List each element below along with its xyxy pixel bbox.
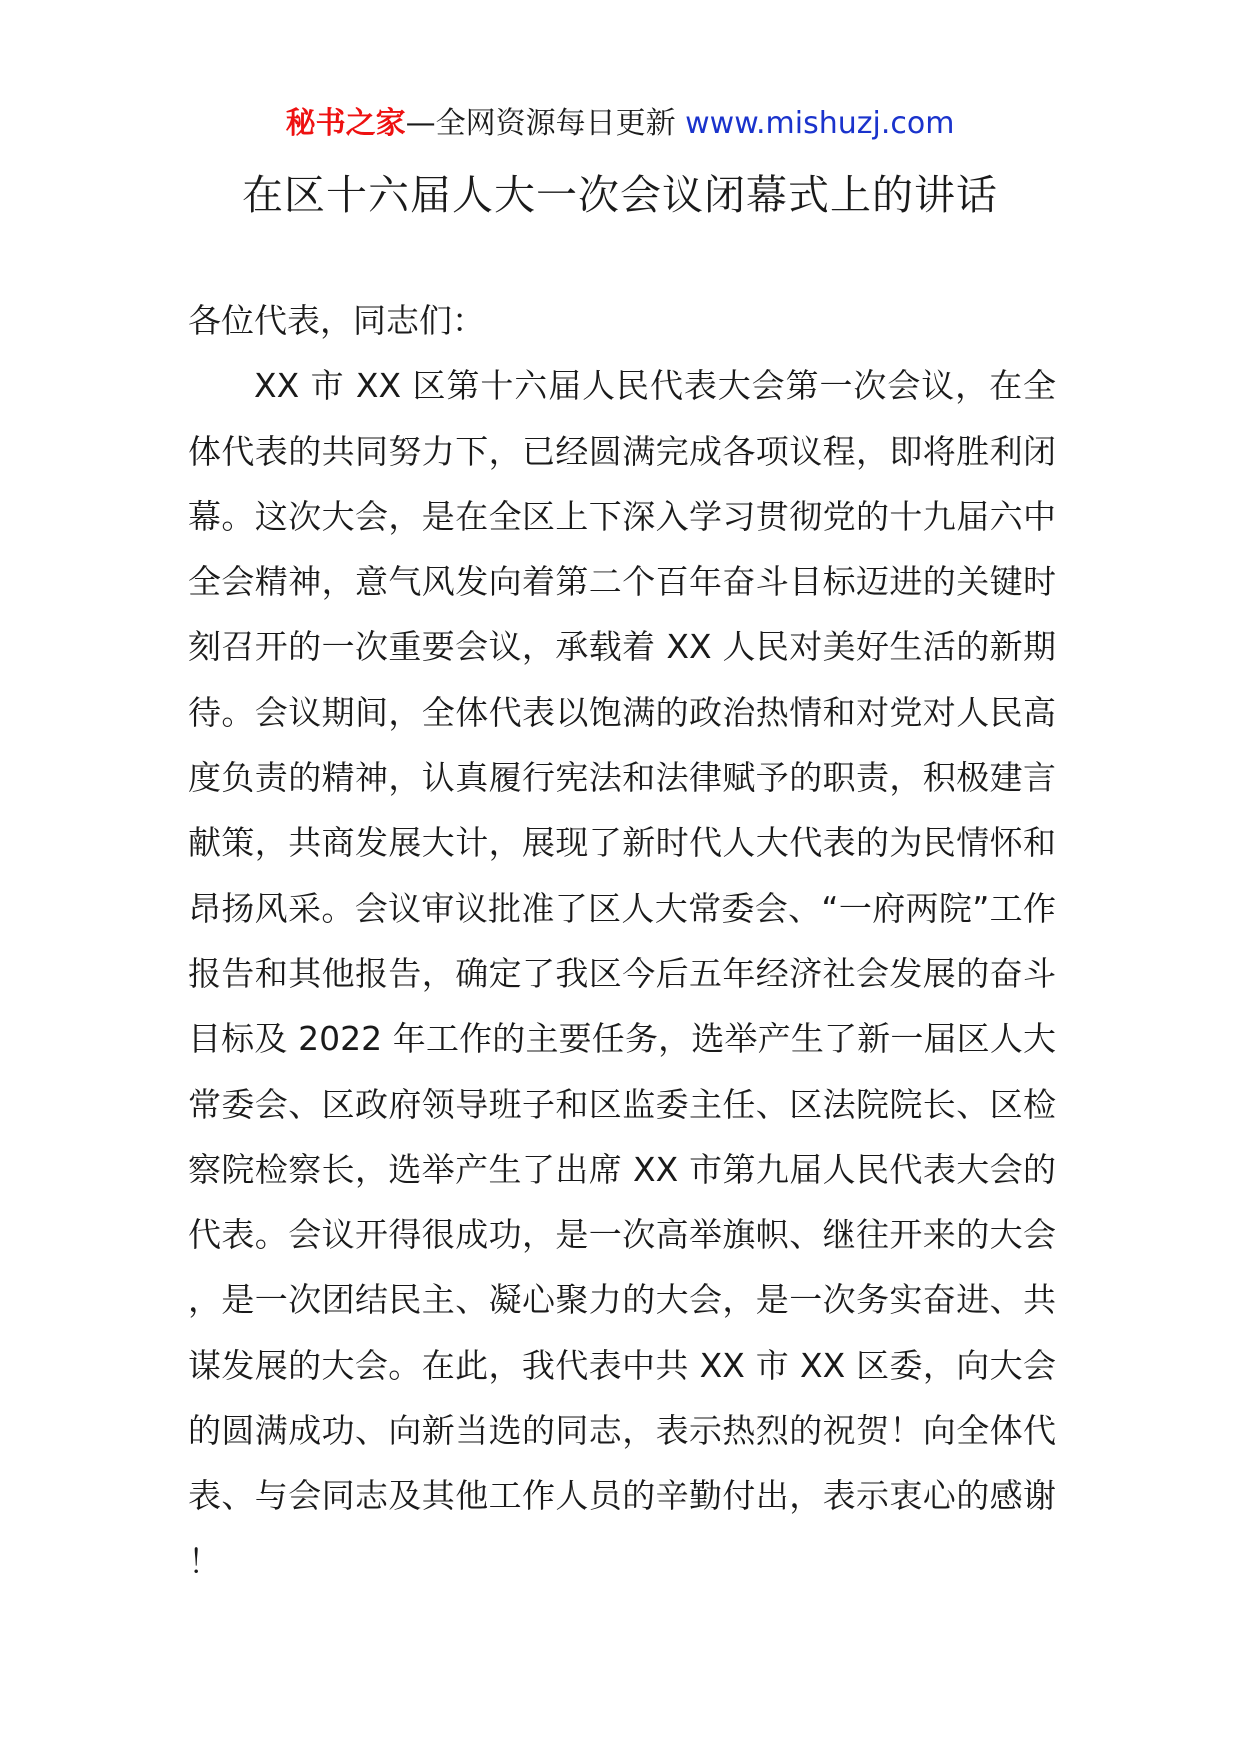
document-body: [188, 288, 1056, 1594]
document-title: 在区十六届人大一次会议闭幕式上的讲话: [242, 171, 998, 219]
header-tagline: —全网资源每日更新: [405, 106, 686, 141]
brand-name: 秘书之家: [285, 106, 406, 141]
site-header: [0, 102, 1240, 146]
salutation: 各位代表，同志们：: [188, 301, 485, 340]
site-url-link[interactable]: www.mishuzj.com: [685, 106, 955, 141]
body-paragraph: XX 市 XX 区第十六届人民代表大会第一次会议，在全体代表的共同努力下，已经圆满完成各项议程，即将胜利闭幕。这次大会，是在全区上下深入学习贯彻党的十九届六中全会精神，意气风发向着第二个百年奋斗目标迈进的关键时刻召开的一次重要会议，承载着 XX 人民对美好生活的新期待。会议期间，全体代表以饱满的政治热情和对党对人民高度负责的精神，认真履行宪法和法律赋予的职责，积极建言献策，共商发展大计，展现了新时代人大代表的为民情怀和昂扬风采。会议审议批准了区人大常委会、“一府两院”工作报告和其他报告，确定了我区今后五年经济社会发展的奋斗目标及 2022 年工作的主要任务，选举产生了新一届区人大常委会、区政府领导班子和区监委主任、区法院院长、区检察院检察长，选举产生了出席 XX 市第九届人民代表大会的代表。会议开得很成功，是一次高举旗帜、继往开来的大会，是一次团结民主、凝心聚力的大会，是一次务实奋进、共谋发展的大会。在此，我代表中共 XX 市 XX 区委，向大会的圆满成功、向新当选的同志，表示热烈的祝贺！向全体代表、与会同志及其他工作人员的辛勤付出，表示衷心的感谢！: [188, 366, 1056, 1581]
